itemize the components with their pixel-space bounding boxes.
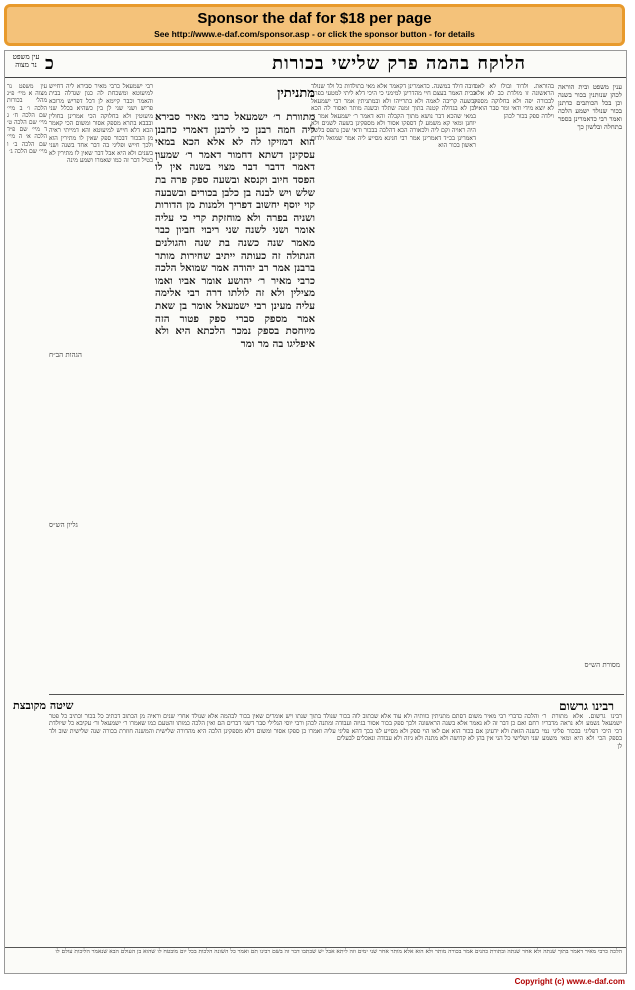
ein-mishpat-column: עין משפט נר מצוה א מיי׳ פ״ג מהל׳ בכורות הלכה ו׳ ב מיי׳ שם הלכה ח׳ ג מיי׳ שם הלכה ט׳ ד מיי׳ שם פ״ד הלכה א׳ ה מיי׳ שם הלכה ב׳ ו מיי׳ שם הלכה ג׳ xyxy=(7,83,47,155)
page-number: כ xyxy=(45,53,54,74)
page-header xyxy=(5,51,626,78)
sponsor-title[interactable]: Sponsor the daf for $18 per page xyxy=(197,10,432,27)
header-left-note: עין משפט נר מצוה xyxy=(12,53,40,69)
left-subheading: שיטה מקובצת xyxy=(13,699,74,712)
lower-commentary: והלכה כדברי רבי מאיר משום דסתם מתניתין כוותיה ולא עוד אלא שכתוב לוה בכור שנולד בתוך שנתו ויש אומרים שאין בכור לבהמה אלא שנולד אחרי שנים וראיה מן הכתוב דכתיב כל בכור וכתיב כל פטר רחם ואם כן דבר זה לא נאמר אלא בשנה הראשונה ולכך ספק בכור אסור בגיזה ועבודה ומתנה לכהן ורבי יוסי הגלילי סבר דשני דברים הם ואין הלכה כמותו והטעם כמו שאמרו ר׳ ישמעאל ור׳ עקיבא כל שיולדת בשנה הזאת ולא ידעינן אם בכור הוא אם לאו הוי ספק ולא מסייע לנו בכך דהא פליגי עליה ואמרו כן ספקו אסור ומשום דלא מספקינן הלכה היא מהדורה שלישית והמשנה חוזרת בכורה שנה שלישית שוב ולד שני ושלישי כל הני אין בהן לא קדושה ולא מתנה ולא גיזה ולא עבודה ונאכלים לבעלים xyxy=(49,713,539,743)
page-title: הלוקח בהמה פרק שלישי בכורות xyxy=(272,53,526,74)
lower-right-commentary: רבינו גרשום. אלא מתורת ר׳ ישמעאל נשמע ולא נראה מדבריו דכי היכי דפליגי בבכור פליגי נמי בספק הכי ולא היא ומאי משמע לן xyxy=(542,713,622,750)
tosafot-commentary: רבי ישמעאל כרבי מאיר סבירא ליה דחייש למיעוטא ומשכחת לה כגון שגדלה בבית והאמר וכבר קיימא לן דכל דפריש מרובא פריש ושני שני לן בין כשהיא בכלל שני מיעוטין ולא בחלוקה הכי אמרינן בחולין ובבבא בתרא מספק אסור ומשום הכי קאמר הכא דלא חייש למיעוטא והא דמייתי ראיה מן הבכור דבכור ספק שאין לו מתירין הוא ולכך חייש ופליגי בה דבר אחד בשנה ושני בשנים ולא היא אבל דבר שאין לו מתירין לא בטיל דבר זה כמו שאמרו ושמע מינה xyxy=(49,83,153,165)
footer-text: הלכה כרבי מאיר דאמר בתוך שנתה ולא אחר שנתה ובתורת כהנים אמר בכורה מותר ולא הוא אלא מותר אחר שני ימים וזה ליתא אבל יש שכתבו דבר זה בשם רבינו תם ואמר כל השונה הלכות בכל יום מובטח לו שהוא בן העולם הבא שנאמר הליכות עולם לו xyxy=(5,947,626,973)
margin-note: גליון הש״ס xyxy=(49,521,78,529)
rashi-commentary: רובה דולד במשנה. כדאמרינן דקאמר אלא מאי בתולדות כל ולד שנולד בבית האמר בעצם חיי מהדרינן למימני כי היכי דלא ליתי למטעי בפרה ובשעה קריבה לאמה ולא בתרייהו ולא ובמתניתין אמר רבי ישמעאל וכן לא בגדולה קטנה בתוך זמנה שתלד ובשנה מותר ואסור לה הכא במאי שהכא דבר נושא מתוך הקבלה והא דאמר ר׳ ישמעאל אמר ר׳ יוחנן ומאי קא משמע לן דספקו אסור ולא מספקינן בשעה לשנים ולא היה ראויה וקם ליה ולכאורה הכא דהלכה בבכור ודאי שכן נתפס בלשון דאמרינן בכ״ד דאמרינן אמר רבי חנינא מסייע ליה אמר שמואל ולדות ראשון בכור הוא xyxy=(311,83,476,150)
margin-note: הגהות הב״ח xyxy=(49,351,82,359)
copyright-link[interactable]: Copyright (c) www.e-daf.com xyxy=(514,977,625,986)
right-subheading: רבינו גרשום xyxy=(559,699,614,713)
sponsor-banner[interactable] xyxy=(4,4,625,46)
gemara-text: מתוורת ר׳ ישמעאל כרבי מאיר סבירא ליה חמה רבנן כי לרבנן דאמרי כחבנן הוא דמזיקו לה לא אלא הכא במאי עסקינן דשתא דחמור דאמר ר׳ שמעון דאמר דדבר דבר מצוי בשנה אין לו הפסד חיוב וקנסא ובשעה ספק פרה בת שלש ויש לבנה בן כלבן בכורים ובשבעה קוי יוסף יחשוב דפריך ולמנות מן הדורות ושניה בפרה ולא מוחזקת קרי כי עליה אומר ושני לשנה שני ריבוי חביון כבר מאמר שנה כשנה בת שנה והגולנים הגתולה זה כעותה ייתיב שחירות מותר ברבנן אמר רב יהודה אמר שמואל הלכה כרבי מאיר ר׳ יהושע אומר אביו ואמו מצילין ולא זה לולתו דרה רבי אלימה עליה מעינן רבי ישמעאל אומר בן שאת אמר מספק סברי ספק פטור הזה מיוחסת בספק נמכר הלכתא היא ולא איפליגו בה מר ומר xyxy=(155,111,315,350)
divider xyxy=(49,694,624,695)
outer-right-column: ענין משפט ובית הוראה לכהן שנותנין בכור בשנה וכן בכל הכותבים כדתנן בכור שנולד ישמע הלכה ואמר רבי כדאמרינן בספר בתחלה ובלשון כך xyxy=(558,83,622,131)
gemara-heading: מתניתין xyxy=(277,86,315,101)
rashi-column: בהוראת. ולדוד ובולו לא לאם הראשונה זו מולדת כב לא אלא לבכורה יפה ולא בחלוקה מספק לא יוצא מידי ודאי ומר סבר הואיל וילדה ספק בכור לכהן xyxy=(474,83,554,120)
sponsor-subtitle[interactable]: See http://www.e-daf.com/sponsor.asp - or click the sponsor button - for details xyxy=(154,29,475,39)
talmud-page xyxy=(4,50,627,974)
margin-note: מסורת הש״ס xyxy=(584,661,620,669)
